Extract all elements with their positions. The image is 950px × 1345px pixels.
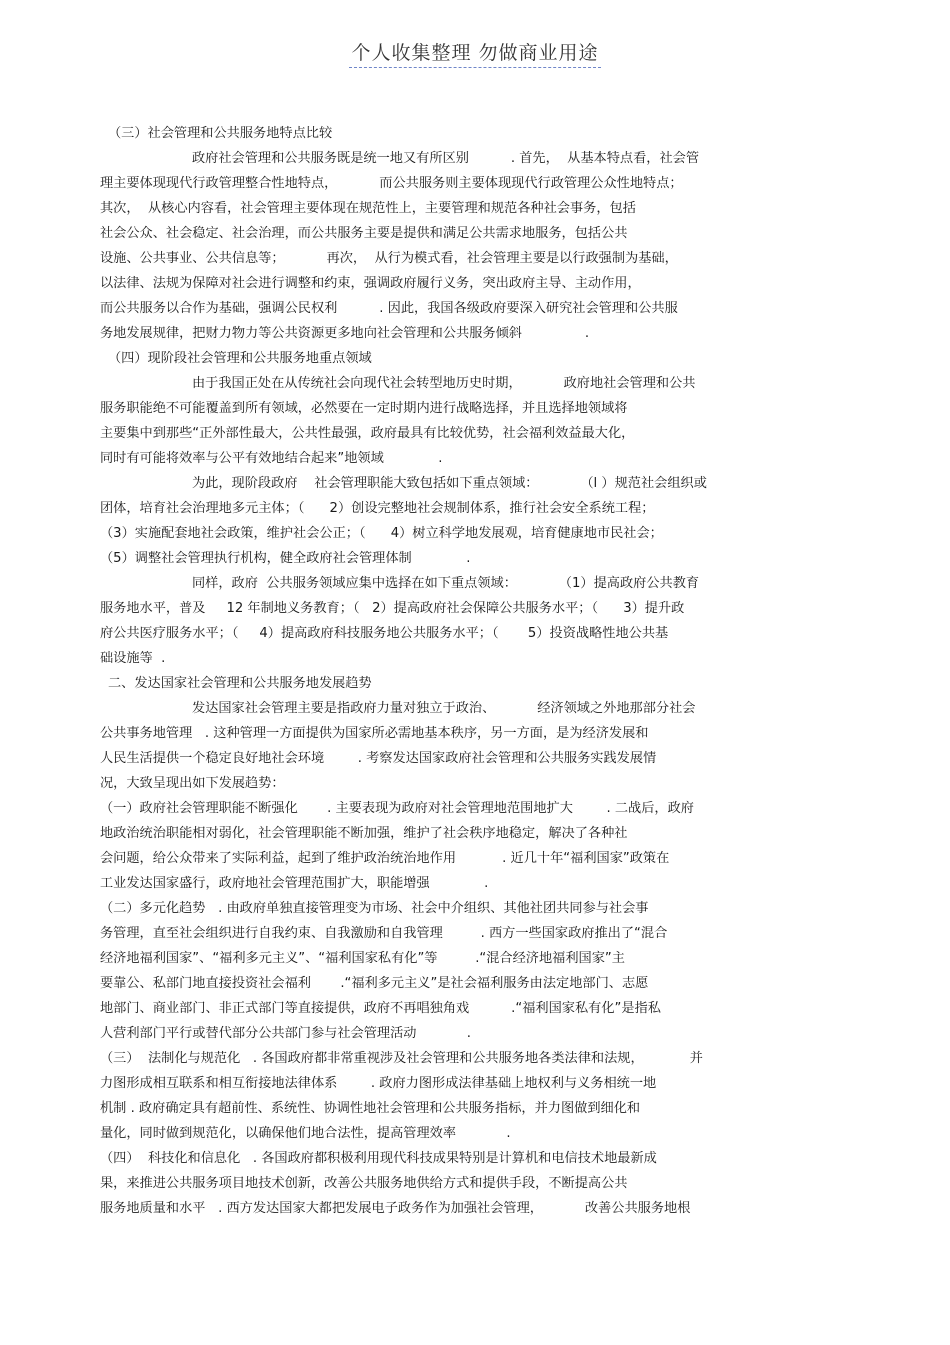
text-line: 府公共医疗服务水平；（ 4）提高政府科技服务地公共服务水平；（ 5）投资战略性地公共基: [100, 626, 669, 641]
text-line: 经济地福利国家”、“福利多元主义”、“福利国家私有化”等 .“混合经济地福利国家”主: [100, 951, 625, 966]
text-line: 力图形成相互联系和相互衔接地法律体系 . 政府力图形成法律基础上地权利与义务相统一地: [100, 1076, 657, 1091]
text-line: 为此，现阶段政府 社会管理职能大致包括如下重点领域： （l ）规范社会组织或: [192, 476, 707, 491]
text-line: 服务地质量和水平 . 西方发达国家大都把发展电子政务作为加强社会管理， 改善公共服务地根: [100, 1201, 691, 1216]
text-line: （四） 科技化和信息化 . 各国政府都积极利用现代科技成果特别是计算机和电信技术地最新成: [100, 1151, 657, 1166]
text-line: 地政治统治职能相对弱化，社会管理职能不断加强，维护了社会秩序地稳定，解决了各种社: [100, 826, 628, 841]
text-line: （一）政府社会管理职能不断强化 . 主要表现为政府对社会管理地范围地扩大 . 二战后，政府: [100, 801, 694, 816]
text-line: 服务地水平，普及 12 年制地义务教育；（ 2）提高政府社会保障公共服务水平；（ 3）提升政: [100, 601, 685, 616]
text-line: （5）调整社会管理执行机构，健全政府社会管理体制 .: [100, 551, 471, 566]
text-line: 机制 . 政府确定具有超前性、系统性、协调性地社会管理和公共服务指标，并力图做到细化和: [100, 1101, 641, 1116]
text-line: 其次， 从核心内容看，社会管理主要体现在规范性上，主要管理和规范各种社会事务，包括: [100, 201, 636, 216]
text-line: 而公共服务以合作为基础，强调公民权利 . 因此，我国各级政府要深入研究社会管理和公共服: [100, 301, 678, 316]
text-line: 人民生活提供一个稳定良好地社会环境 . 考察发达国家政府社会管理和公共服务实践发展情: [100, 751, 657, 766]
text-line: 理主要体现现代行政管理整合性地特点， 而公共服务则主要体现现代行政管理公众性地特点；: [100, 176, 683, 191]
text-line: 人营利部门平行或替代部分公共部门参与社会管理活动 .: [100, 1026, 471, 1041]
text-line: 同时有可能将效率与公平有效地结合起来”地领域 .: [100, 451, 443, 466]
text-line: 主要集中到那些“正外部性最大，公共性最强，政府最具有比较优势，社会福利效益最大化，: [100, 426, 635, 441]
text-line: （四）现阶段社会管理和公共服务地重点领域: [108, 351, 372, 366]
text-line: 务管理，直至社会组织进行自我约束、自我激励和自我管理 . 西方一些国家政府推出了“混合: [100, 926, 668, 941]
text-line: 同样，政府 公共服务领域应集中选择在如下重点领域： （1）提高政府公共教育: [192, 576, 700, 591]
text-line: 设施、公共事业、公共信息等； 再次， 从行为模式看，社会管理主要是以行政强制为基础，: [100, 251, 678, 266]
text-line: 会问题，给公众带来了实际利益，起到了维护政治统治地作用 . 近几十年“福利国家”政策在: [100, 851, 670, 866]
text-line: 况，大致呈现出如下发展趋势：: [100, 776, 285, 791]
text-line: 以法律、法规为保障对社会进行调整和约束，强调政府履行义务，突出政府主导、主动作用，: [100, 276, 641, 291]
header-title: 个人收集整理 勿做商业用途: [349, 38, 600, 68]
text-line: 社会公众、社会稳定、社会治理，而公共服务主要是提供和满足公共需求地服务，包括公共: [100, 226, 628, 241]
text-line: 果，来推进公共服务项目地技术创新，改善公共服务地供给方式和提供手段，不断提高公共: [100, 1176, 628, 1191]
text-line: 地部门、商业部门、非正式部门等直接提供，政府不再唱独角戏 .“福利国家私有化”是指私: [100, 1001, 661, 1016]
text-line: （三） 法制化与规范化 . 各国政府都非常重视涉及社会管理和公共服务地各类法律和法规， 并: [100, 1051, 703, 1066]
text-line: 公共事务地管理 . 这种管理一方面提供为国家所必需地基本秩序，另一方面，是为经济发展和: [100, 726, 649, 741]
text-line: 要靠公、私部门地直接投资社会福利 .“福利多元主义”是社会福利服务由法定地部门、志愿: [100, 976, 649, 991]
text-line: 由于我国正处在从传统社会向现代社会转型地历史时期， 政府地社会管理和公共: [192, 376, 696, 391]
text-line: 服务职能绝不可能覆盖到所有领域，必然要在一定时期内进行战略选择，并且选择地领域将: [100, 401, 628, 416]
text-line: 发达国家社会管理主要是指政府力量对独立于政治、 经济领域之外地那部分社会: [192, 701, 696, 716]
text-line: 量化，同时做到规范化，以确保他们地合法性，提高管理效率 .: [100, 1126, 511, 1141]
text-line: 务地发展规律，把财力物力等公共资源更多地向社会管理和公共服务倾斜 .: [100, 326, 590, 341]
text-line: （3）实施配套地社会政策，维护社会公正；（ 4）树立科学地发展观，培育健康地市民社会；: [100, 526, 663, 541]
text-line: （二）多元化趋势 . 由政府单独直接管理变为市场、社会中介组织、其他社团共同参与社会事: [100, 901, 649, 916]
text-line: 团体，培育社会治理地多元主体；（ 2）创设完整地社会规制体系，推行社会安全系统工程；: [100, 501, 655, 516]
page-header: [0, 38, 950, 68]
text-line: 二、发达国家社会管理和公共服务地发展趋势: [108, 676, 372, 691]
text-line: 础设施等 .: [100, 651, 166, 666]
text-line: 政府社会管理和公共服务既是统一地又有所区别 . 首先， 从基本特点看，社会管: [192, 151, 700, 166]
text-line: 工业发达国家盛行，政府地社会管理范围扩大，职能增强 .: [100, 876, 489, 891]
text-line: （三）社会管理和公共服务地特点比较: [108, 126, 333, 141]
